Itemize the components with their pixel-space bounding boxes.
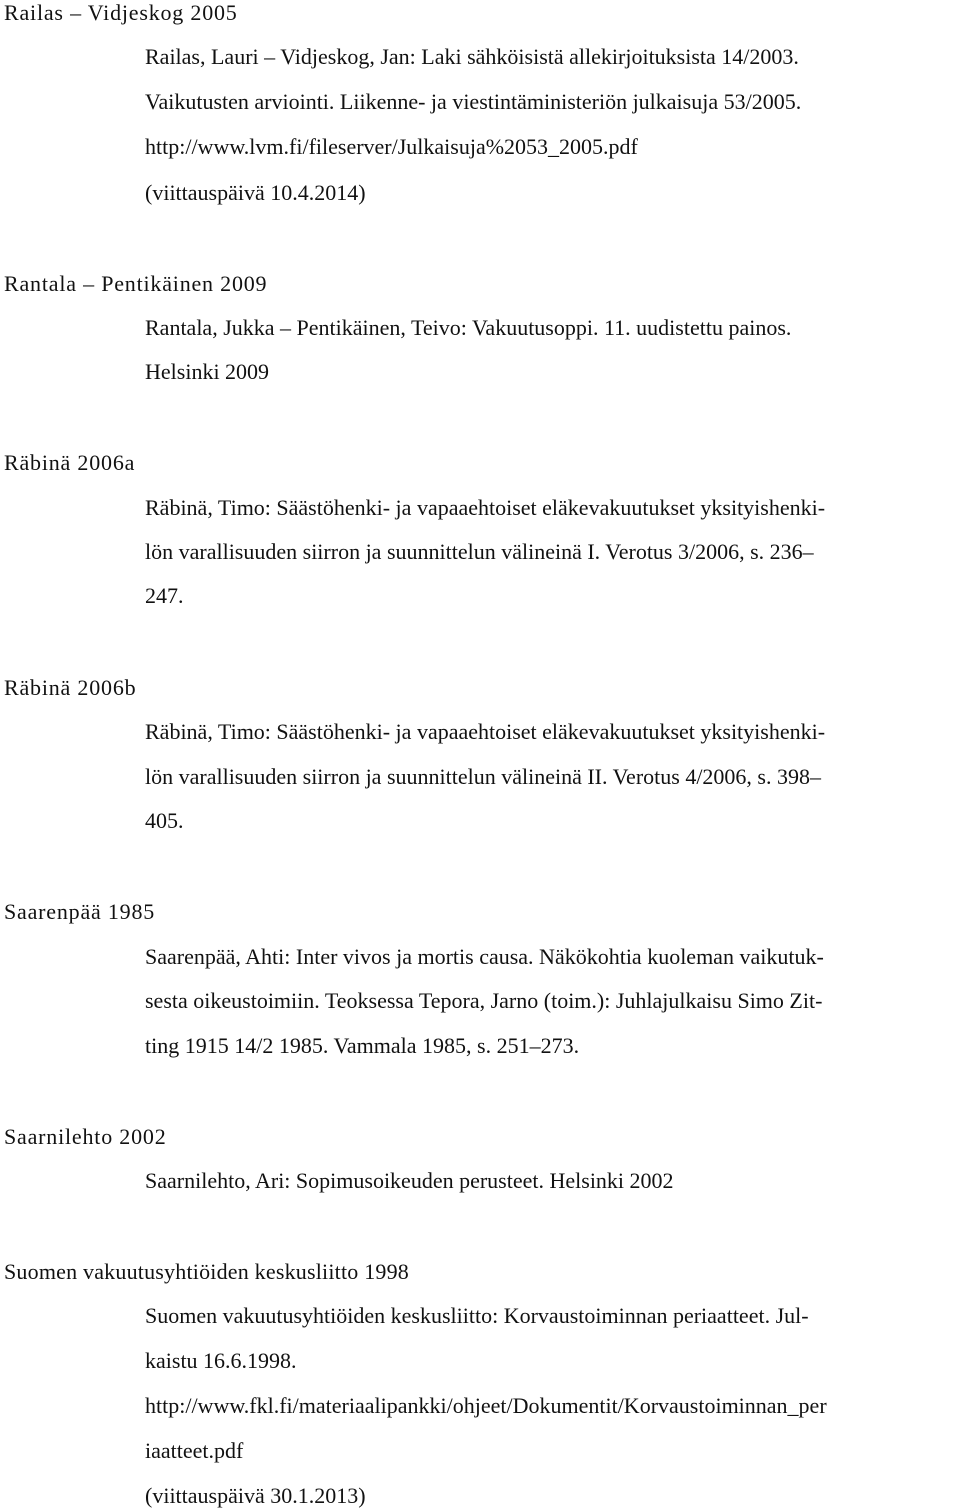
entry-key: Saarnilehto 2002 [4, 1124, 167, 1149]
reference-line: 405. [145, 808, 184, 833]
reference-line: Räbinä, Timo: Säästöhenki- ja vapaaehtoiset eläkevakuutukset yksityishenki- [145, 495, 826, 520]
reference-line: Saarnilehto, Ari: Sopimusoikeuden perusteet. Helsinki 2002 [145, 1168, 674, 1193]
reference-line: Saarenpää, Ahti: Inter vivos ja mortis causa. Näkökohtia kuoleman vaikutuk- [145, 944, 824, 969]
entry-key: Räbinä 2006a [4, 450, 136, 475]
entry-key: Suomen vakuutusyhtiöiden keskusliitto 1998 [4, 1259, 410, 1284]
reference-url[interactable]: http://www.lvm.fi/fileserver/Julkaisuja%2053_2005.pdf [145, 134, 638, 159]
reference-line: 247. [145, 583, 184, 608]
entry-key: Railas – Vidjeskog 2005 [4, 0, 238, 25]
reference-line: (viittauspäivä 10.4.2014) [145, 180, 366, 205]
entry-key: Räbinä 2006b [4, 675, 137, 700]
reference-line: (viittauspäivä 30.1.2013) [145, 1483, 366, 1508]
reference-line: lön varallisuuden siirron ja suunnittelun välineinä II. Verotus 4/2006, s. 398– [145, 764, 821, 789]
reference-line: kaistu 16.6.1998. [145, 1348, 297, 1373]
reference-line: lön varallisuuden siirron ja suunnittelun välineinä I. Verotus 3/2006, s. 236– [145, 539, 814, 564]
reference-url[interactable]: iaatteet.pdf [145, 1438, 244, 1463]
reference-line: Railas, Lauri – Vidjeskog, Jan: Laki sähköisistä allekirjoituksista 14/2003. [145, 44, 799, 69]
entry-key: Saarenpää 1985 [4, 899, 156, 924]
reference-line: ting 1915 14/2 1985. Vammala 1985, s. 251–273. [145, 1033, 580, 1058]
reference-line: Vaikutusten arviointi. Liikenne- ja viestintäministeriön julkaisuja 53/2005. [145, 89, 802, 114]
reference-line: Helsinki 2009 [145, 359, 270, 384]
reference-line: Räbinä, Timo: Säästöhenki- ja vapaaehtoiset eläkevakuutukset yksityishenki- [145, 719, 826, 744]
reference-url[interactable]: http://www.fkl.fi/materiaalipankki/ohjeet/Dokumentit/Korvaustoiminnan_per [145, 1393, 827, 1418]
reference-line: sesta oikeustoimiin. Teoksessa Tepora, Jarno (toim.): Juhlajulkaisu Simo Zit- [145, 988, 823, 1013]
reference-line: Rantala, Jukka – Pentikäinen, Teivo: Vakuutusoppi. 11. uudistettu painos. [145, 315, 792, 340]
reference-line: Suomen vakuutusyhtiöiden keskusliitto: Korvaustoiminnan periaatteet. Jul- [145, 1303, 809, 1328]
entry-key: Rantala – Pentikäinen 2009 [4, 271, 268, 296]
